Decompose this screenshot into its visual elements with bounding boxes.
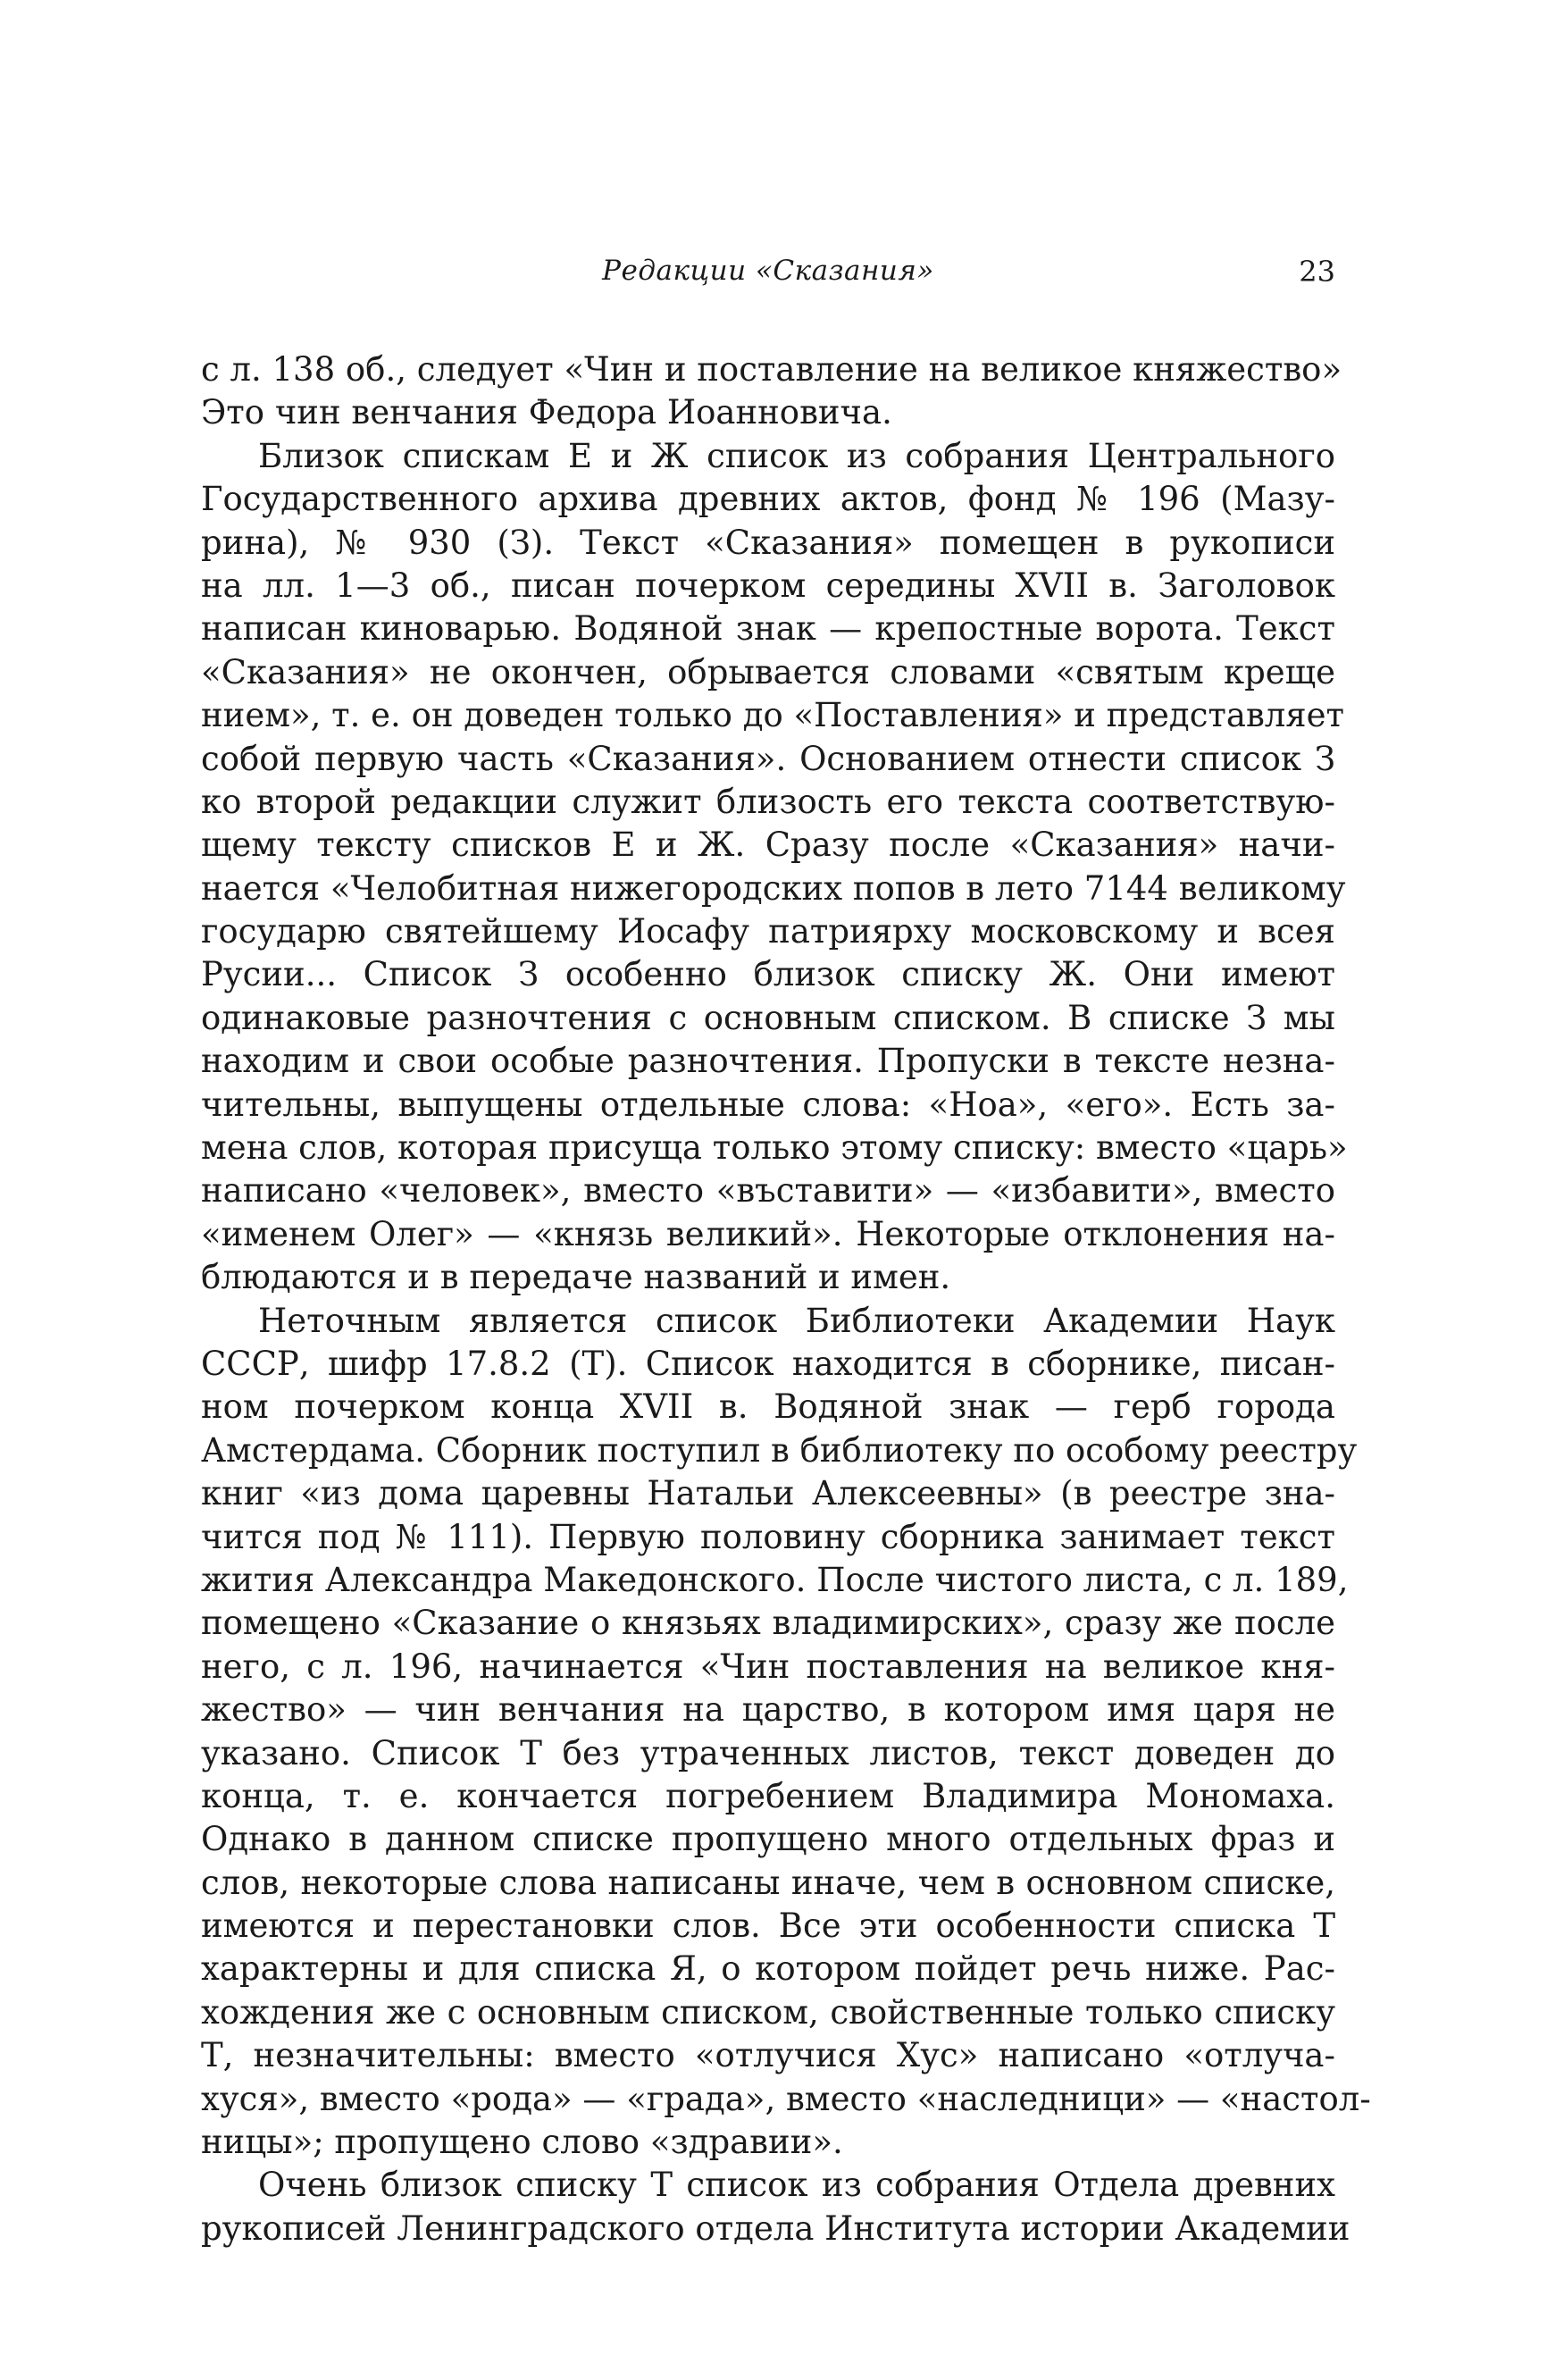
text-line: Неточным является список Библиотеки Академии Наук [258, 1301, 1335, 1340]
text-line: ко второй редакции служит близость его текста соответствую- [201, 782, 1335, 821]
text-line: слов, некоторые слова написаны иначе, чем в основном списке, [201, 1863, 1335, 1902]
text-line: Очень близок списку Т список из собрания Отдела древних [258, 2166, 1335, 2205]
body-text [201, 348, 1371, 2250]
paragraph [201, 348, 1342, 435]
text-line: Это чин венчания Федора Иоанновича. [201, 393, 892, 432]
text-line: находим и свои особые разночтения. Пропуски в тексте незна- [201, 1042, 1335, 1081]
text-line: «именем Олег» — «князь великий». Некоторые отклонения на- [201, 1214, 1335, 1253]
text-line: Однако в данном списке пропущено много отдельных фраз и [201, 1820, 1335, 1859]
text-line: нием», т. е. он доведен только до «Поставления» и представляет [201, 696, 1344, 735]
text-line: конца, т. е. кончается погребением Владимира Мономаха. [201, 1776, 1335, 1815]
text-line: «Сказания» не окончен, обрывается словами «святым креще [201, 652, 1335, 691]
text-line: нается «Челобитная нижегородских попов в лето 7144 великому [201, 868, 1346, 908]
text-line: Близок спискам Е и Ж список из собрания Центрального [258, 436, 1335, 475]
text-line: помещено «Сказание о князьях владимирских», сразу же после [201, 1604, 1335, 1643]
text-line: чительны, выпущены отдельные слова: «Ноа», «его». Есть за- [201, 1085, 1335, 1124]
text-line: мена слов, которая присуща только этому списку: вместо «царь» [201, 1128, 1348, 1168]
paragraph [201, 435, 1348, 1300]
text-line: блюдаются и в передаче названий и имен. [201, 1258, 951, 1297]
text-line: него, с л. 196, начинается «Чин поставления на великое кня- [201, 1647, 1335, 1686]
text-line: чится под № 111). Первую половину сборника занимает текст [201, 1517, 1335, 1556]
text-line: Государственного архива древних актов, фонд № 196 (Мазу- [201, 480, 1335, 519]
text-line: имеются и перестановки слов. Все эти особенности списка Т [201, 1907, 1335, 1946]
text-line: хождения же с основным списком, свойственные только списку [201, 1992, 1335, 2032]
running-title: Редакции «Сказания» [602, 255, 934, 287]
text-line: Русии... Список З особенно близок списку Ж. Они имеют [201, 955, 1335, 994]
text-line: указано. Список Т без утраченных листов, текст доведен до [201, 1733, 1335, 1772]
text-line: собой первую часть «Сказания». Основанием отнести список З [201, 739, 1335, 778]
text-line: хуся», вместо «рода» — «града», вместо «наследници» — «настол- [201, 2079, 1371, 2118]
text-line: жество» — чин венчания на царство, в котором имя царя не [201, 1690, 1335, 1730]
text-line: ницы»; пропущено слово «здравии». [201, 2123, 843, 2162]
text-line: одинаковые разночтения с основным списком. В списке З мы [201, 998, 1335, 1037]
text-line: СССР, шифр 17.8.2 (Т). Список находится в сборнике, писан- [201, 1344, 1335, 1383]
page-number: 23 [1299, 255, 1335, 289]
text-line: щему тексту списков Е и Ж. Сразу после «Сказания» начи- [201, 825, 1335, 865]
running-head [201, 255, 1335, 299]
text-line: рукописей Ленинградского отдела Института истории Академии [201, 2208, 1350, 2248]
text-line: написано «человек», вместо «въставити» — «избавити», вместо [201, 1171, 1335, 1211]
text-line: на лл. 1—3 об., писан почерком середины XVII в. Заголовок [201, 566, 1335, 605]
text-line: Т, незначительны: вместо «отлучися Хус» написано «отлуча- [201, 2036, 1335, 2075]
text-line: ном почерком конца XVII в. Водяной знак — герб города [201, 1387, 1335, 1427]
text-line: характерны и для списка Я, о котором пойдет речь ниже. Рас- [201, 1949, 1335, 1989]
text-line: книг «из дома царевны Натальи Алексеевны» (в реестре зна- [201, 1474, 1335, 1513]
text-line: государю святейшему Иосафу патриярху московскому и всея [201, 912, 1335, 951]
text-line: рина), № 930 (З). Текст «Сказания» помещен в рукописи [201, 523, 1335, 562]
book-page [201, 0, 1371, 2380]
text-line: написан киноварью. Водяной знак — крепостные ворота. Текст [201, 609, 1335, 649]
text-line: жития Александра Македонского. После чистого листа, с л. 189, [201, 1560, 1349, 1599]
paragraph [201, 1300, 1371, 2165]
text-line: с л. 138 об., следует «Чин и поставление на великое княжество» [201, 350, 1342, 389]
paragraph [201, 2164, 1350, 2250]
text-line: Амстердама. Сборник поступил в библиотеку по особому реестру [201, 1430, 1358, 1470]
